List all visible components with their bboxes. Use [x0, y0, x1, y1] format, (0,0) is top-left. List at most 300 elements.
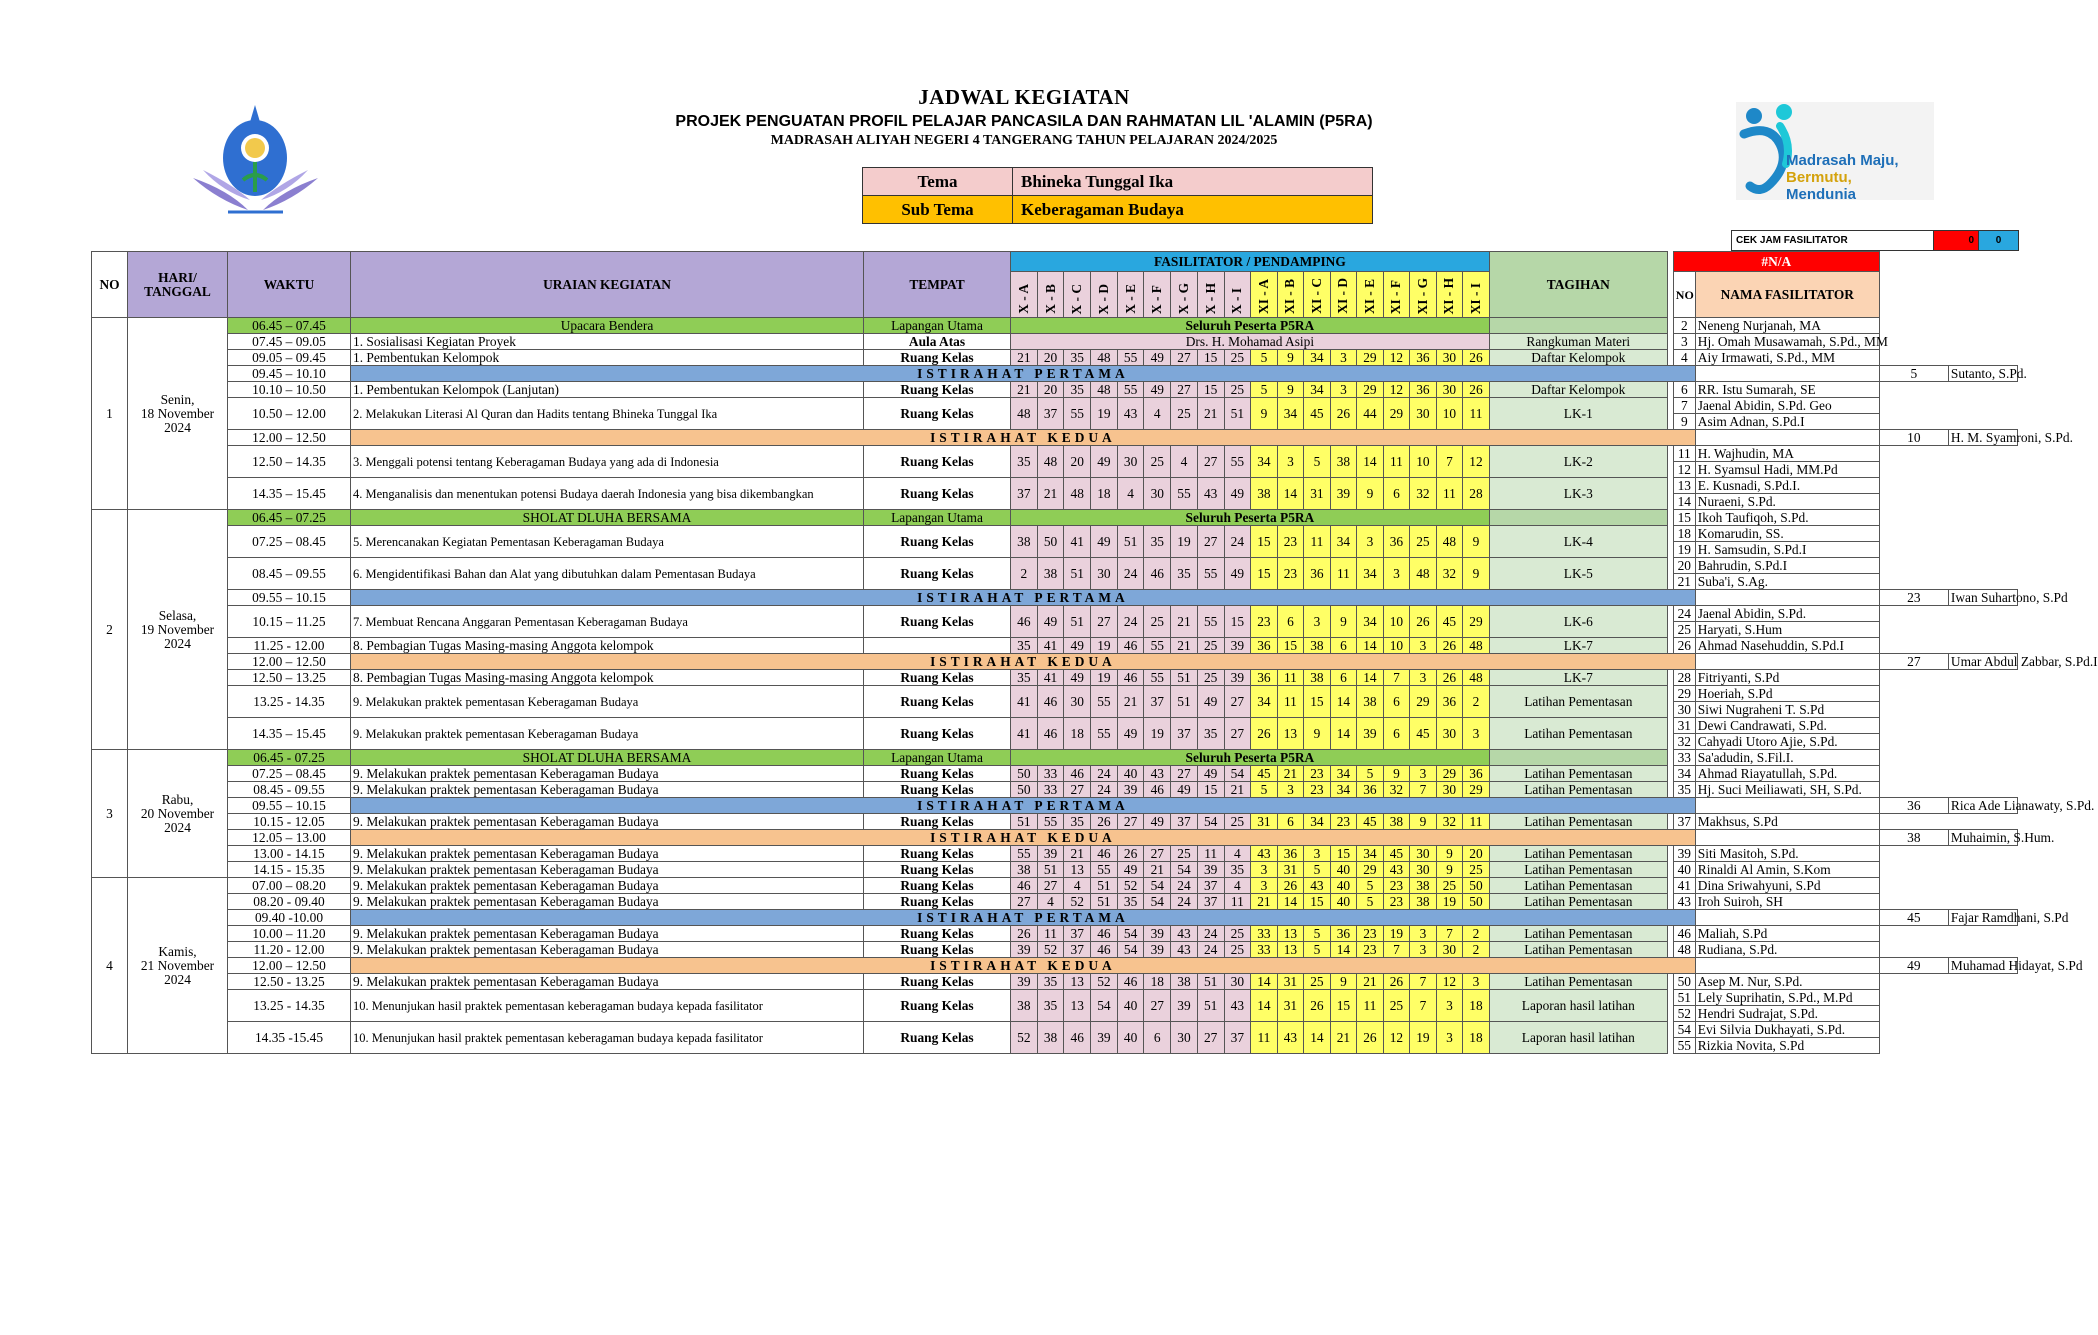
- activity-cell: 9. Melakukan praktek pementasan Keberagaman Budaya: [351, 878, 864, 894]
- time-cell: 08.45 – 09.55: [228, 558, 351, 590]
- facilitator-number-cell: 4: [1224, 846, 1251, 862]
- facilitator-number-cell: 19: [1144, 718, 1171, 750]
- facilitator-number-cell: 14: [1277, 478, 1304, 510]
- facilitator-number-cell: 46: [1144, 782, 1171, 798]
- facilitator-number-cell: 19: [1410, 1022, 1437, 1054]
- tagihan-cell: Daftar Kelompok: [1489, 382, 1667, 398]
- facilitator-number-cell: 51: [1064, 558, 1091, 590]
- tagihan-cell: LK-7: [1489, 670, 1667, 686]
- class-header: [1224, 272, 1251, 318]
- facilitator-number-cell: 24: [1224, 526, 1251, 558]
- facilitator-number-cell: 49: [1197, 766, 1224, 782]
- na-cell: #N/A: [1673, 252, 1879, 272]
- facilitator-name: Cahyadi Utoro Ajie, S.Pd.: [1695, 734, 1879, 750]
- facilitator-number-cell: 38: [1410, 878, 1437, 894]
- motto-line1: Madrasah Maju,: [1786, 152, 1899, 169]
- facilitator-number-cell: 54: [1144, 894, 1171, 910]
- facilitator-number-cell: 55: [1037, 814, 1064, 830]
- facilitator-number-cell: 9: [1330, 974, 1357, 990]
- facilitator-number-cell: 36: [1330, 926, 1357, 942]
- facilitator-number-cell: 35: [1171, 558, 1198, 590]
- facilitator-number-cell: 43: [1224, 990, 1251, 1022]
- facilitator-number-cell: 10: [1410, 446, 1437, 478]
- facilitator-number-cell: 54: [1224, 766, 1251, 782]
- facilitator-number-cell: 4: [1037, 894, 1064, 910]
- facilitator-number-cell: 31: [1277, 974, 1304, 990]
- facilitator-number-cell: 49: [1117, 862, 1144, 878]
- facilitator-number-cell: 43: [1383, 862, 1410, 878]
- facilitator-number-cell: 41: [1037, 638, 1064, 654]
- table-row: [92, 558, 2018, 574]
- facilitator-number-cell: 38: [1171, 974, 1198, 990]
- facilitator-number-cell: 35: [1011, 670, 1038, 686]
- place-cell: Ruang Kelas: [864, 1022, 1011, 1054]
- facilitator-number-cell: 26: [1383, 974, 1410, 990]
- facilitator-number-cell: 49: [1171, 782, 1198, 798]
- facilitator-number-cell: 37: [1171, 814, 1198, 830]
- break-banner: ISTIRAHAT KEDUA: [351, 430, 1696, 446]
- facilitator-number-cell: 49: [1064, 638, 1091, 654]
- facilitator-number-cell: 26: [1463, 350, 1490, 366]
- facilitator-number-cell: 45: [1383, 846, 1410, 862]
- facilitator-number-cell: 52: [1011, 1022, 1038, 1054]
- facilitator-number-cell: 3: [1304, 846, 1331, 862]
- facilitator-number-cell: 26: [1091, 814, 1118, 830]
- facilitator-number-cell: 35: [1197, 718, 1224, 750]
- break-banner: ISTIRAHAT PERTAMA: [351, 366, 1696, 382]
- facilitator-no: 4: [1673, 350, 1695, 366]
- facilitator-number-cell: 34: [1251, 686, 1278, 718]
- facilitator-number-cell: 14: [1251, 990, 1278, 1022]
- tagihan-cell: Latihan Pementasan: [1489, 974, 1667, 990]
- facilitator-name: Dewi Candrawati, S.Pd.: [1695, 718, 1879, 734]
- activity-cell: 9. Melakukan praktek pementasan Keberagaman Budaya: [351, 926, 864, 942]
- facilitator-number-cell: 25: [1383, 990, 1410, 1022]
- table-row: [92, 894, 2018, 910]
- table-row: [92, 878, 2018, 894]
- facilitator-name: Hendri Sudrajat, S.Pd.: [1695, 1006, 1879, 1022]
- facilitator-no: 24: [1673, 606, 1695, 622]
- facilitator-number-cell: 37: [1197, 894, 1224, 910]
- facilitator-number-cell: 3: [1251, 862, 1278, 878]
- tema-label: Tema: [863, 168, 1013, 196]
- facilitator-number-cell: 14: [1357, 446, 1384, 478]
- class-header: [1436, 272, 1463, 318]
- facilitator-number-cell: 23: [1383, 894, 1410, 910]
- place-cell: Ruang Kelas: [864, 398, 1011, 430]
- day-name: Rabu,: [161, 791, 194, 807]
- facilitator-number-cell: 36: [1383, 526, 1410, 558]
- facilitator-number-cell: 26: [1463, 382, 1490, 398]
- facilitator-number-cell: 27: [1091, 606, 1118, 638]
- facilitator-number-cell: 7: [1383, 670, 1410, 686]
- facilitator-number-cell: 35: [1144, 526, 1171, 558]
- facilitator-no: 21: [1673, 574, 1695, 590]
- time-cell: 07.45 – 09.05: [228, 334, 351, 350]
- facilitator-number-cell: 30: [1224, 974, 1251, 990]
- time-cell: 12.50 - 13.25: [228, 974, 351, 990]
- time-cell: 06.45 – 07.25: [228, 510, 351, 526]
- facilitator-no: 2: [1673, 318, 1695, 334]
- place-cell: Ruang Kelas: [864, 718, 1011, 750]
- facilitator-number-cell: 43: [1251, 846, 1278, 862]
- facilitator-number-cell: 49: [1224, 478, 1251, 510]
- table-row: [92, 974, 2018, 990]
- facilitator-number-cell: 7: [1410, 974, 1437, 990]
- facilitator-number-cell: 9: [1277, 350, 1304, 366]
- facilitator-number-cell: 34: [1357, 846, 1384, 862]
- facilitator-number-cell: 32: [1383, 782, 1410, 798]
- facilitator-number-cell: 34: [1251, 446, 1278, 478]
- facilitator-number-cell: 50: [1037, 526, 1064, 558]
- facilitator-number-cell: 6: [1383, 718, 1410, 750]
- facilitator-number-cell: 23: [1357, 942, 1384, 958]
- facilitator-number-cell: 34: [1304, 814, 1331, 830]
- facilitator-name: H. M. Syamroni, S.Pd.: [1948, 430, 2017, 446]
- facilitator-number-cell: 15: [1251, 526, 1278, 558]
- activity-cell: 6. Mengidentifikasi Bahan dan Alat yang dibutuhkan dalam Pementasan Budaya: [351, 558, 864, 590]
- facilitator-number-cell: 3: [1304, 606, 1331, 638]
- class-label: XI - C: [1308, 278, 1324, 314]
- place-cell: Ruang Kelas: [864, 814, 1011, 830]
- break-banner: ISTIRAHAT PERTAMA: [351, 590, 1696, 606]
- class-header: [1330, 272, 1357, 318]
- facilitator-number-cell: 3: [1357, 526, 1384, 558]
- facilitator-number-cell: 45: [1251, 766, 1278, 782]
- day-year: 2024: [164, 635, 191, 651]
- cek-value-red: 0: [1934, 231, 1979, 251]
- facilitator-number-cell: 39: [1171, 990, 1198, 1022]
- facilitator-name: Ikoh Taufiqoh, S.Pd.: [1695, 510, 1879, 526]
- facilitator-number-cell: 29: [1357, 350, 1384, 366]
- facilitator-number-cell: 7: [1383, 942, 1410, 958]
- tagihan-cell: Rangkuman Materi: [1489, 334, 1667, 350]
- facilitator-name: Asim Adnan, S.Pd.I: [1695, 414, 1879, 430]
- facilitator-number-cell: 10: [1383, 606, 1410, 638]
- facilitator-number-cell: 15: [1304, 894, 1331, 910]
- facilitator-number-cell: 30: [1091, 558, 1118, 590]
- class-header: [1383, 272, 1410, 318]
- place-cell: Ruang Kelas: [864, 990, 1011, 1022]
- facilitator-no: 5: [1879, 366, 1948, 382]
- facilitator-number-cell: 35: [1037, 974, 1064, 990]
- facilitator-name: Muhamad Hidayat, S.Pd: [1948, 958, 2017, 974]
- facilitator-number-cell: 27: [1011, 894, 1038, 910]
- activity-cell: 10. Menunjukan hasil praktek pementasan keberagaman budaya kepada fasilitator: [351, 990, 864, 1022]
- facilitator-number-cell: 4: [1117, 478, 1144, 510]
- time-cell: 12.00 – 12.50: [228, 430, 351, 446]
- facilitator-name: Evi Silvia Dukhayati, S.Pd.: [1695, 1022, 1879, 1038]
- facilitator-number-cell: 6: [1330, 670, 1357, 686]
- class-header: [1197, 272, 1224, 318]
- facilitator-number-cell: 49: [1091, 526, 1118, 558]
- facilitator-number-cell: 4: [1144, 398, 1171, 430]
- facilitator-number-cell: 39: [1011, 942, 1038, 958]
- facilitator-number-cell: 55: [1224, 446, 1251, 478]
- facilitator-number-cell: 50: [1463, 878, 1490, 894]
- facilitator-number-cell: 38: [1304, 638, 1331, 654]
- activity-cell: 1. Pembentukan Kelompok (Lanjutan): [351, 382, 864, 398]
- facilitator-number-cell: 21: [1171, 606, 1198, 638]
- facilitator-number-cell: 55: [1011, 846, 1038, 862]
- facilitator-number-cell: 11: [1463, 398, 1490, 430]
- facilitator-number-cell: 36: [1251, 670, 1278, 686]
- tagihan-cell: LK-6: [1489, 606, 1667, 638]
- activity-cell: 4. Menganalisis dan menentukan potensi Budaya daerah Indonesia yang bisa dikembangkan: [351, 478, 864, 510]
- facilitator-number-cell: 23: [1383, 878, 1410, 894]
- facilitator-number-cell: 18: [1064, 718, 1091, 750]
- facilitator-no: 41: [1673, 878, 1695, 894]
- facilitator-number-cell: 30: [1436, 382, 1463, 398]
- facilitator-number-cell: 21: [1011, 350, 1038, 366]
- facilitator-number-cell: 3: [1410, 766, 1437, 782]
- time-cell: 08.45 - 09.55: [228, 782, 351, 798]
- activity-cell: SHOLAT DLUHA BERSAMA: [351, 750, 864, 766]
- facilitator-number-cell: 32: [1436, 558, 1463, 590]
- table-row: [92, 366, 2018, 382]
- facilitator-number-cell: 46: [1091, 846, 1118, 862]
- facilitator-number-cell: 38: [1304, 670, 1331, 686]
- facilitator-number-cell: 38: [1330, 446, 1357, 478]
- facilitator-number-cell: 48: [1037, 446, 1064, 478]
- facilitator-number-cell: 29: [1463, 606, 1490, 638]
- facilitator-number-cell: 39: [1117, 782, 1144, 798]
- facilitator-name: Jaenal Abidin, S.Pd.: [1695, 606, 1879, 622]
- facilitator-number-cell: 44: [1357, 398, 1384, 430]
- facilitator-no: 43: [1673, 894, 1695, 910]
- facilitator-number-cell: 3: [1436, 1022, 1463, 1054]
- facilitator-number-cell: 30: [1410, 862, 1437, 878]
- facilitator-number-cell: 52: [1064, 894, 1091, 910]
- tagihan-cell: Daftar Kelompok: [1489, 350, 1667, 366]
- class-label: X - A: [1015, 284, 1031, 314]
- day-name: [128, 750, 228, 878]
- facilitator-number-cell: 38: [1251, 478, 1278, 510]
- facilitator-number-cell: 7: [1436, 926, 1463, 942]
- facilitator-number-cell: 48: [1463, 638, 1490, 654]
- facilitator-number-cell: 3: [1383, 558, 1410, 590]
- facilitator-no: 33: [1673, 750, 1695, 766]
- facilitator-number-cell: 39: [1330, 478, 1357, 510]
- facilitator-number-cell: 3: [1463, 718, 1490, 750]
- facilitator-name: Siti Masitoh, S.Pd.: [1695, 846, 1879, 862]
- facilitator-no: 23: [1879, 590, 1948, 606]
- time-cell: 12.00 – 12.50: [228, 654, 351, 670]
- facilitator-number-cell: 32: [1436, 814, 1463, 830]
- facilitator-no: 13: [1673, 478, 1695, 494]
- facilitator-number-cell: 39: [1011, 974, 1038, 990]
- class-label: XI - H: [1441, 277, 1457, 314]
- facilitator-number-cell: 36: [1357, 782, 1384, 798]
- facilitator-number-cell: 51: [1171, 686, 1198, 718]
- facilitator-number-cell: 37: [1197, 878, 1224, 894]
- facilitator-name: Sutanto, S.Pd.: [1948, 366, 2017, 382]
- facilitator-number-cell: 13: [1277, 942, 1304, 958]
- facilitator-no: 27: [1879, 654, 1948, 670]
- facilitator-number-cell: 31: [1277, 990, 1304, 1022]
- day-number: 1: [92, 318, 128, 510]
- activity-cell: 1. Pembentukan Kelompok: [351, 350, 864, 366]
- facilitator-name: Fitriyanti, S.Pd: [1695, 670, 1879, 686]
- facilitator-number-cell: 38: [1037, 1022, 1064, 1054]
- facilitator-no: 31: [1673, 718, 1695, 734]
- facilitator-no: 28: [1673, 670, 1695, 686]
- class-header: [1357, 272, 1384, 318]
- facilitator-number-cell: 14: [1251, 974, 1278, 990]
- facilitator-number-cell: 37: [1171, 718, 1198, 750]
- all-participants-cell: Seluruh Peserta P5RA: [1011, 750, 1490, 766]
- facilitator-number-cell: 29: [1383, 398, 1410, 430]
- tagihan-cell: Latihan Pementasan: [1489, 686, 1667, 718]
- facilitator-number-cell: 14: [1277, 894, 1304, 910]
- facilitator-number-cell: 7: [1410, 990, 1437, 1022]
- facilitator-number-cell: 21: [1197, 398, 1224, 430]
- facilitator-number-cell: 45: [1436, 606, 1463, 638]
- facilitator-number-cell: 5: [1304, 942, 1331, 958]
- class-label: X - D: [1095, 283, 1111, 314]
- facilitator-number-cell: 37: [1037, 398, 1064, 430]
- time-cell: 08.20 - 09.40: [228, 894, 351, 910]
- facilitator-number-cell: 4: [1064, 878, 1091, 894]
- speaker-cell: Drs. H. Mohamad Asipi: [1011, 334, 1490, 350]
- tagihan-cell: LK-4: [1489, 526, 1667, 558]
- facilitator-number-cell: 18: [1463, 990, 1490, 1022]
- facilitator-number-cell: 46: [1091, 942, 1118, 958]
- facilitator-name: E. Kusnadi, S.Pd.I.: [1695, 478, 1879, 494]
- facilitator-number-cell: 3: [1251, 878, 1278, 894]
- facilitator-number-cell: 38: [1037, 558, 1064, 590]
- facilitator-name: Jaenal Abidin, S.Pd. Geo: [1695, 398, 1879, 414]
- facilitator-number-cell: 39: [1357, 718, 1384, 750]
- day-number: 2: [92, 510, 128, 750]
- facilitator-number-cell: 21: [1171, 638, 1198, 654]
- day-year: 2024: [164, 419, 191, 435]
- facilitator-number-cell: 27: [1037, 878, 1064, 894]
- facilitator-number-cell: 12: [1383, 1022, 1410, 1054]
- table-row: [92, 526, 2018, 542]
- time-cell: 14.35 -15.45: [228, 1022, 351, 1054]
- facilitator-number-cell: 49: [1197, 686, 1224, 718]
- facilitator-number-cell: 30: [1436, 782, 1463, 798]
- facilitator-name: Makhsus, S.Pd: [1695, 814, 1879, 830]
- facilitator-number-cell: 54: [1171, 862, 1198, 878]
- facilitator-number-cell: 41: [1064, 526, 1091, 558]
- facilitator-number-cell: 48: [1091, 382, 1118, 398]
- facilitator-number-cell: 25: [1144, 606, 1171, 638]
- facilitator-number-cell: 29: [1436, 766, 1463, 782]
- facilitator-number-cell: 14: [1330, 942, 1357, 958]
- spacer: [1695, 830, 1879, 846]
- facilitator-number-cell: 10: [1383, 638, 1410, 654]
- day-name: [128, 318, 228, 510]
- activity-cell: 9. Melakukan praktek pementasan Keberagaman Budaya: [351, 718, 864, 750]
- facilitator-number-cell: 26: [1410, 606, 1437, 638]
- facilitator-number-cell: 49: [1144, 382, 1171, 398]
- facilitator-number-cell: 19: [1091, 398, 1118, 430]
- facilitator-number-cell: 24: [1117, 606, 1144, 638]
- facilitator-number-cell: 21: [1330, 1022, 1357, 1054]
- place-cell: Ruang Kelas: [864, 446, 1011, 478]
- tagihan-cell: Latihan Pementasan: [1489, 846, 1667, 862]
- facilitator-number-cell: 37: [1011, 478, 1038, 510]
- facilitator-number-cell: 43: [1197, 478, 1224, 510]
- facilitator-number-cell: 27: [1171, 382, 1198, 398]
- table-row: [92, 990, 2018, 1006]
- facilitator-number-cell: 35: [1224, 862, 1251, 878]
- table-row: [92, 1022, 2018, 1038]
- class-label: XI - I: [1467, 282, 1483, 314]
- break-banner: ISTIRAHAT PERTAMA: [351, 910, 1696, 926]
- facilitator-number-cell: 49: [1064, 670, 1091, 686]
- facilitator-no: 20: [1673, 558, 1695, 574]
- col-no2-header: NO: [1673, 272, 1695, 318]
- facilitator-number-cell: 11: [1357, 990, 1384, 1022]
- facilitator-number-cell: 30: [1410, 398, 1437, 430]
- place-cell: Ruang Kelas: [864, 558, 1011, 590]
- facilitator-no: 29: [1673, 686, 1695, 702]
- facilitator-number-cell: 30: [1171, 1022, 1198, 1054]
- facilitator-number-cell: 23: [1304, 766, 1331, 782]
- facilitator-number-cell: 34: [1357, 606, 1384, 638]
- facilitator-number-cell: 19: [1436, 894, 1463, 910]
- activity-cell: 9. Melakukan praktek pementasan Keberagaman Budaya: [351, 766, 864, 782]
- schedule-table: [91, 251, 2098, 1054]
- tema-value: Bhineka Tunggal Ika: [1013, 168, 1373, 196]
- facilitator-number-cell: 15: [1224, 606, 1251, 638]
- facilitator-number-cell: 34: [1330, 526, 1357, 558]
- activity-cell: 9. Melakukan praktek pementasan Keberagaman Budaya: [351, 782, 864, 798]
- facilitator-number-cell: 26: [1251, 718, 1278, 750]
- facilitator-number-cell: 54: [1117, 926, 1144, 942]
- facilitator-number-cell: 25: [1171, 398, 1198, 430]
- facilitator-number-cell: 49: [1144, 814, 1171, 830]
- class-label: XI - G: [1414, 277, 1430, 314]
- activity-cell: 9. Melakukan praktek pementasan Keberagaman Budaya: [351, 846, 864, 862]
- facilitator-number-cell: 34: [1357, 558, 1384, 590]
- facilitator-number-cell: 19: [1383, 926, 1410, 942]
- facilitator-number-cell: 15: [1330, 990, 1357, 1022]
- time-cell: 09.55 – 10.15: [228, 590, 351, 606]
- time-cell: 12.05 – 13.00: [228, 830, 351, 846]
- facilitator-number-cell: 14: [1304, 1022, 1331, 1054]
- facilitator-number-cell: 40: [1117, 766, 1144, 782]
- facilitator-number-cell: 9: [1277, 382, 1304, 398]
- place-cell: Ruang Kelas: [864, 350, 1011, 366]
- facilitator-number-cell: 36: [1410, 350, 1437, 366]
- col-no-header: NO: [92, 252, 128, 318]
- facilitator-number-cell: 49: [1117, 718, 1144, 750]
- time-cell: 14.35 – 15.45: [228, 478, 351, 510]
- facilitator-number-cell: 27: [1224, 686, 1251, 718]
- table-row: [92, 798, 2018, 814]
- facilitator-number-cell: 34: [1304, 350, 1331, 366]
- spacer: [1695, 958, 1879, 974]
- facilitator-number-cell: 3: [1330, 350, 1357, 366]
- facilitator-number-cell: 26: [1436, 638, 1463, 654]
- tagihan-cell: LK-5: [1489, 558, 1667, 590]
- place-cell: Ruang Kelas: [864, 942, 1011, 958]
- time-cell: 09.05 – 09.45: [228, 350, 351, 366]
- facilitator-number-cell: 40: [1117, 1022, 1144, 1054]
- facilitator-number-cell: 2: [1463, 942, 1490, 958]
- facilitator-number-cell: 36: [1463, 766, 1490, 782]
- facilitator-number-cell: 30: [1117, 446, 1144, 478]
- facilitator-no: 34: [1673, 766, 1695, 782]
- class-header: [1011, 272, 1038, 318]
- facilitator-number-cell: 35: [1064, 382, 1091, 398]
- facilitator-number-cell: 36: [1277, 846, 1304, 862]
- facilitator-number-cell: 2: [1011, 558, 1038, 590]
